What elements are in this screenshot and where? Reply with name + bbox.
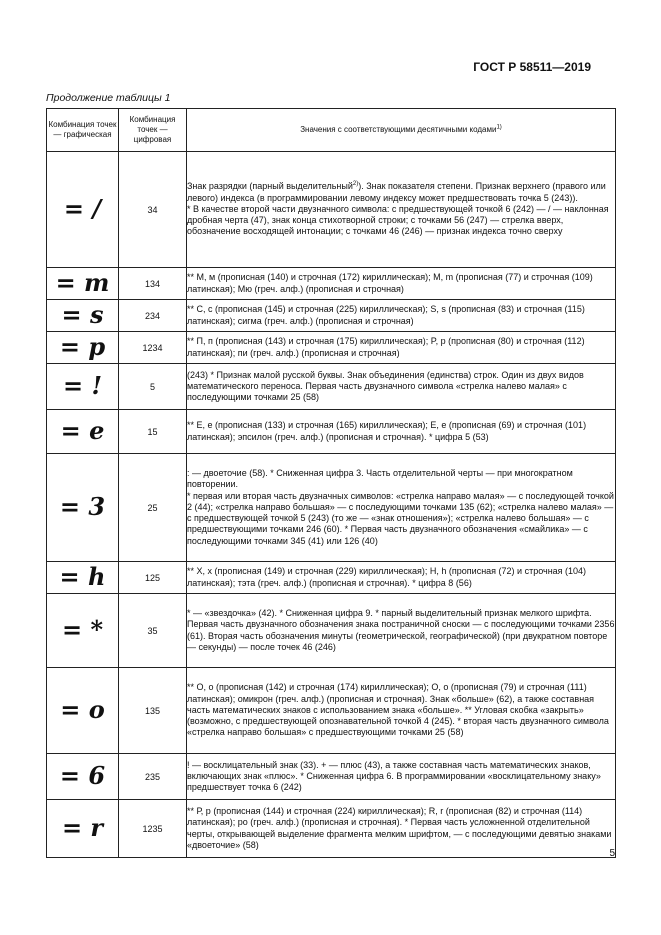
column-header-digital: Комбинация точек — цифровая <box>119 109 187 152</box>
table-row <box>47 268 616 300</box>
braille-table <box>46 108 616 858</box>
graphic-combination: = s <box>47 300 119 332</box>
table-row <box>47 364 616 410</box>
digital-combination: 35 <box>119 594 187 668</box>
row-description: : — двоеточие (58). * Сниженная цифра 3. Часть отделительной черты — при многократном повторении. * первая или вторая часть двузначных символов: «стрелка направо малая» — с последующей точкой 2 (44); «стрелка направо большая» — с последующими точками 135 (62); «стрелка налево малая» — с предшествующей точкой 5 (243) (то же — «знак отношения»); «стрелка налево большая» — с предшествующими точками 246 (60). * Первая часть двузначного обозначения «смайлика» — с последующими точками 345 (41) или 126 (40) <box>187 454 616 562</box>
digital-combination: 234 <box>119 300 187 332</box>
table-row <box>47 800 616 858</box>
graphic-combination: = / <box>47 152 119 268</box>
graphic-combination: = r <box>47 800 119 858</box>
digital-combination: 125 <box>119 562 187 594</box>
row-description: ** П, п (прописная (143) и строчная (175) кириллическая); P, p (прописная (80) и строчная (112) латинская); пи (греч. алф.) (прописная и строчная) <box>187 332 616 364</box>
row-description: ** С, с (прописная (145) и строчная (225) кириллическая); S, s (прописная (83) и строчная (115) латинская); сигма (греч. алф.) (прописная и строчная) <box>187 300 616 332</box>
row-description: ** Х, х (прописная (149) и строчная (229) кириллическая); H, h (прописная (72) и строчная (104) латинская); тэта (греч. алф.) (прописная и строчная). * цифра 8 (56) <box>187 562 616 594</box>
row-description: (243) * Признак малой русской буквы. Знак объединения (единства) строк. Один из двух видов математического переноса. Первая часть двузначного символа «стрелка налево малая» с последующими точками 25 (58) <box>187 364 616 410</box>
graphic-combination: = 6 <box>47 754 119 800</box>
table-continuation-caption: Продолжение таблицы 1 <box>46 92 171 104</box>
digital-combination: 1235 <box>119 800 187 858</box>
graphic-combination: = * <box>47 594 119 668</box>
graphic-combination: = p <box>47 332 119 364</box>
table-row <box>47 152 616 268</box>
row-description: Знак разрядки (парный выделительный$^{2)}$). Знак показателя степени. Признак верхнего (правого или левого) индекса (в программировании левому индексу может предшествовать точка 5 (243)). * В качестве второй части двузначного символа: с предшествующей точкой 6 (242) — / — наклонная дробная черта (47), знак конца стихотворной строки; с точками 56 (247) — стрелка вверх, обозначение восходящей интонации; с точками 46 (246) — признак индекса точно сверху <box>187 152 616 268</box>
table-row <box>47 300 616 332</box>
graphic-combination: = m <box>47 268 119 300</box>
row-description: ** Р, р (прописная (144) и строчная (224) кириллическая); R, r (прописная (82) и строчная (114) латинская); ро (греч. алф.) (прописная и строчная). * Первая часть усложненной отделительной черты, открывающей выделение фрагмента мелким шрифтом, — с последующими девятью знаками «двоеточие» (58) <box>187 800 616 858</box>
table-row <box>47 754 616 800</box>
row-description: ! — восклицательный знак (33). + — плюс (43), а также составная часть математических знаков, включающих знак «плюс». * Сниженная цифра 6. В программировании «восклицательному знаку» предшествует точка 6 (242) <box>187 754 616 800</box>
row-description: * — «звездочка» (42). * Сниженная цифра 9. * парный выделительный признак мелкого шрифта. Первая часть двузначного обозначения знака постраничной сноски — с последующими точками 2356 (61). Вторая часть обозначения минуты (геометрической, географической) (при двукратном повторе — секунды) — после точек 46 (246) <box>187 594 616 668</box>
row-description: ** М, м (прописная (140) и строчная (172) кириллическая); M, m (прописная (77) и строчная (109) латинская); Мю (греч. алф.) (прописная и строчная) <box>187 268 616 300</box>
digital-combination: 134 <box>119 268 187 300</box>
graphic-combination: = ! <box>47 364 119 410</box>
digital-combination: 1234 <box>119 332 187 364</box>
graphic-combination: = 3 <box>47 454 119 562</box>
graphic-combination: = o <box>47 668 119 754</box>
digital-combination: 5 <box>119 364 187 410</box>
table-row <box>47 410 616 454</box>
column-header-graphic: Комбинация точек — графическая <box>47 109 119 152</box>
graphic-combination: = h <box>47 562 119 594</box>
table-row <box>47 332 616 364</box>
table-header-row <box>47 109 616 152</box>
page-number: 5 <box>609 848 615 859</box>
table-row <box>47 668 616 754</box>
digital-combination: 25 <box>119 454 187 562</box>
graphic-combination: = e <box>47 410 119 454</box>
row-description: ** О, о (прописная (142) и строчная (174) кириллическая); O, o (прописная (79) и строчная (111) латинская); омикрон (греч. алф.) (прописная и строчная). Знак «больше» (62), а также составная часть математических знаков с использованием знака «больше». ** Угловая скобка «закрыть» (возможно, с предшествующей опознавательной точкой 4 (245). * вторая часть двузначного символа «стрелка направо большая» с предшествующими точками 25 (58) <box>187 668 616 754</box>
digital-combination: 15 <box>119 410 187 454</box>
column-header-values: Значения с соответствующими десятичными кодами$^{1)}$ <box>187 109 616 152</box>
table-row <box>47 562 616 594</box>
digital-combination: 34 <box>119 152 187 268</box>
digital-combination: 235 <box>119 754 187 800</box>
table-row <box>47 594 616 668</box>
digital-combination: 135 <box>119 668 187 754</box>
table-row <box>47 454 616 562</box>
document-code: ГОСТ Р 58511—2019 <box>473 60 591 74</box>
row-description: ** Е, е (прописная (133) и строчная (165) кириллическая); E, e (прописная (69) и строчная (101) латинская); эпсилон (греч. алф.) (прописная и строчная). * цифра 5 (53) <box>187 410 616 454</box>
